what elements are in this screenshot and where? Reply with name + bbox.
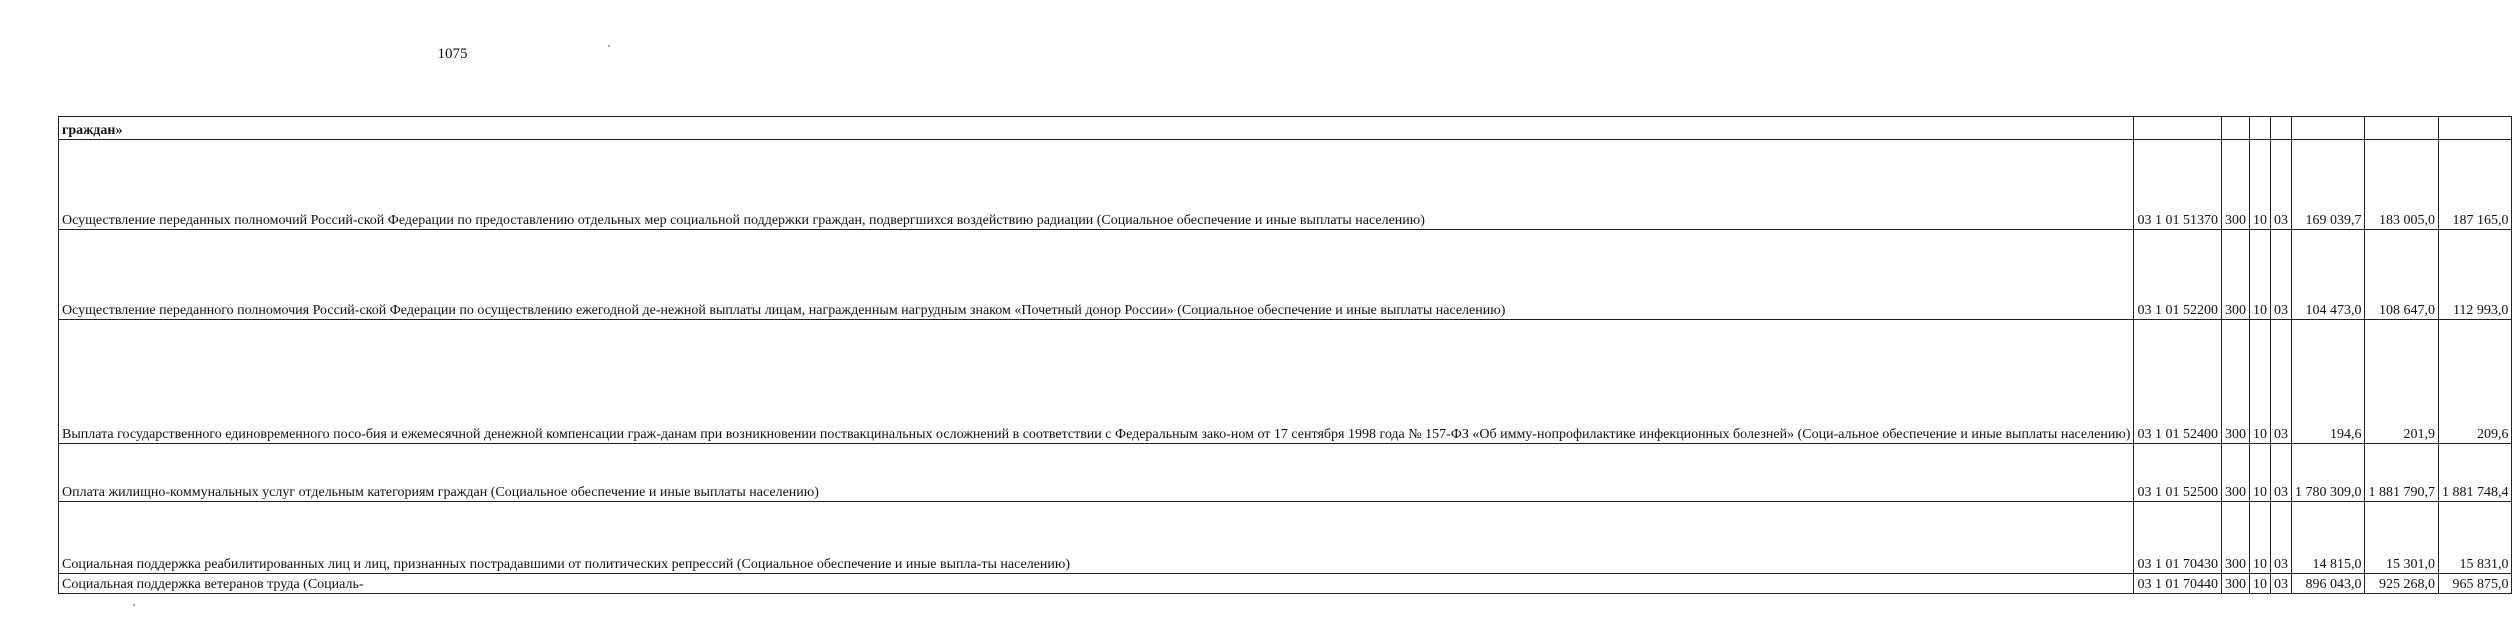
target-article-code: 03 1 01 70440 <box>2134 574 2222 594</box>
amount-year-1: 104 473,0 <box>2291 230 2365 320</box>
amount-year-3: 112 993,0 <box>2438 230 2512 320</box>
expense-type-code: 300 <box>2221 140 2249 230</box>
amount-year-1: 896 043,0 <box>2291 574 2365 594</box>
amount-year-2: 15 301,0 <box>2365 502 2439 574</box>
row-description: Осуществление переданных полномочий Россий-ской Федерации по предоставлению отдельных мер социальной поддержки граждан, подвергшихся воздействию радиации (Социальное обеспечение и иные выплаты населению) <box>59 140 2134 230</box>
amount-year-3: 209,6 <box>2438 320 2512 444</box>
row-description: Выплата государственного единовременного посо-бия и ежемесячной денежной компенсации граж-данам при возникновении поствакцинальных осложнений в соответствии с Федеральным зако-ном от 17 сентября 1998 года № 157-ФЗ «Об имму-нопрофилактике инфекционных болезней» (Соци-альное обеспечение и иные выплаты населению) <box>59 320 2134 444</box>
table-row <box>59 574 2512 594</box>
amount-year-3: 1 881 748,4 <box>2438 444 2512 502</box>
section-code: 10 <box>2249 574 2270 594</box>
target-article-code: 03 1 01 51370 <box>2134 140 2222 230</box>
expense-type-code: 300 <box>2221 502 2249 574</box>
subsection-code: 03 <box>2270 502 2291 574</box>
subsection-code: 03 <box>2270 230 2291 320</box>
amount-year-1 <box>2291 117 2365 140</box>
row-description: Осуществление переданного полномочия Россий-ской Федерации по осуществлению ежегодной де-нежной выплаты лицам, награжденным нагрудным знаком «Почетный донор России» (Социальное обеспечение и иные выплаты населению) <box>59 230 2134 320</box>
amount-year-1: 194,6 <box>2291 320 2365 444</box>
amount-year-3 <box>2438 117 2512 140</box>
section-code: 10 <box>2249 502 2270 574</box>
row-description: граждан» <box>59 117 2134 140</box>
row-description: Социальная поддержка реабилитированных лиц и лиц, признанных пострадавшими от политических репрессий (Социальное обеспечение и иные выпла-ты населению) <box>59 502 2134 574</box>
target-article-code: 03 1 01 52200 <box>2134 230 2222 320</box>
amount-year-3: 965 875,0 <box>2438 574 2512 594</box>
subsection-code: 03 <box>2270 574 2291 594</box>
section-code: 10 <box>2249 230 2270 320</box>
section-code: 10 <box>2249 444 2270 502</box>
target-article-code: 03 1 01 52500 <box>2134 444 2222 502</box>
expense-type-code: 300 <box>2221 230 2249 320</box>
table-row <box>59 320 2512 444</box>
amount-year-2: 1 881 790,7 <box>2365 444 2439 502</box>
budget-table <box>58 116 2512 594</box>
amount-year-1: 1 780 309,0 <box>2291 444 2365 502</box>
section-code: 10 <box>2249 320 2270 444</box>
page-number: 1075 <box>437 46 468 62</box>
row-description: Оплата жилищно-коммунальных услуг отдельным категориям граждан (Социальное обеспечение и иные выплаты населению) <box>59 444 2134 502</box>
table-row <box>59 117 2512 140</box>
table-row <box>59 444 2512 502</box>
expense-type-code: 300 <box>2221 574 2249 594</box>
subsection-code: 03 <box>2270 320 2291 444</box>
amount-year-1: 169 039,7 <box>2291 140 2365 230</box>
amount-year-3: 15 831,0 <box>2438 502 2512 574</box>
subsection-code: 03 <box>2270 444 2291 502</box>
amount-year-2: 108 647,0 <box>2365 230 2439 320</box>
expense-type-code: 300 <box>2221 444 2249 502</box>
subsection-code <box>2270 117 2291 140</box>
target-article-code <box>2134 117 2222 140</box>
amount-year-1: 14 815,0 <box>2291 502 2365 574</box>
amount-year-2: 183 005,0 <box>2365 140 2439 230</box>
amount-year-2 <box>2365 117 2439 140</box>
expense-type-code <box>2221 117 2249 140</box>
scan-speck <box>133 604 135 606</box>
table-row <box>59 140 2512 230</box>
section-code <box>2249 117 2270 140</box>
target-article-code: 03 1 01 70430 <box>2134 502 2222 574</box>
row-description: Социальная поддержка ветеранов труда (Социаль- <box>59 574 2134 594</box>
amount-year-3: 187 165,0 <box>2438 140 2512 230</box>
expense-type-code: 300 <box>2221 320 2249 444</box>
amount-year-2: 201,9 <box>2365 320 2439 444</box>
section-code: 10 <box>2249 140 2270 230</box>
target-article-code: 03 1 01 52400 <box>2134 320 2222 444</box>
scan-speck <box>608 45 610 47</box>
table-row <box>59 230 2512 320</box>
subsection-code: 03 <box>2270 140 2291 230</box>
amount-year-2: 925 268,0 <box>2365 574 2439 594</box>
table-row <box>59 502 2512 574</box>
